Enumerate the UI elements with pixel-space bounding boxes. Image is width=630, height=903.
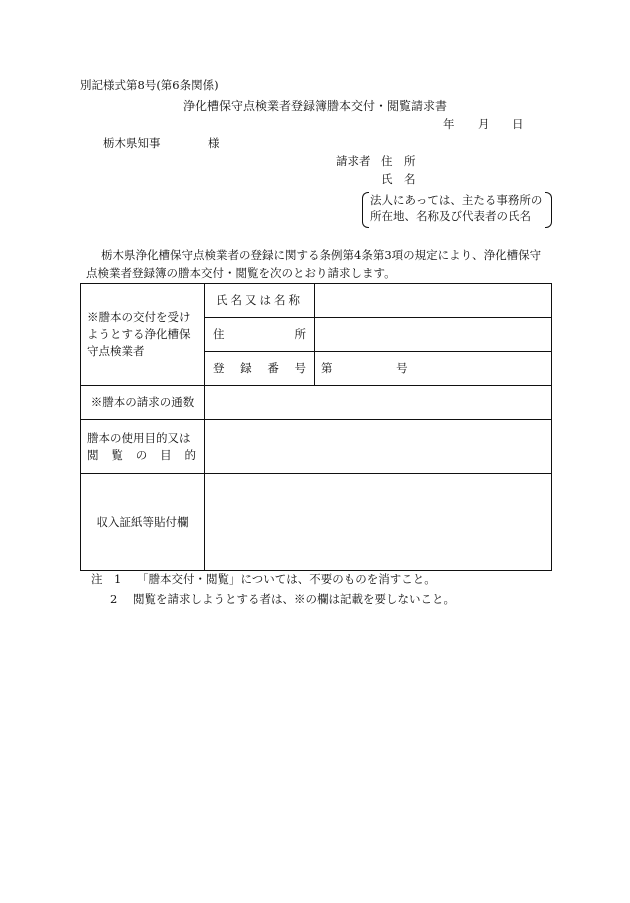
name-label-cell: 氏名又は名称 — [205, 284, 315, 318]
note-1 — [91, 574, 436, 586]
purpose-char-5: 的 — [184, 447, 196, 462]
note-1-text: 「謄本交付・閲覧」については、不要のものを消すこと。 — [136, 572, 436, 586]
note-2-prefix: 2 — [110, 592, 118, 606]
name-field[interactable] — [315, 284, 552, 318]
regno-char-2: 録 — [240, 361, 252, 376]
date-month-label: 月 — [478, 117, 490, 131]
request-form-table — [80, 283, 552, 571]
requester-label: 請求者 — [336, 154, 371, 168]
purpose-char-4: 目 — [160, 447, 172, 462]
table-row — [81, 284, 552, 318]
address-label-a: 住 — [213, 327, 225, 342]
purpose-label-line1: 謄本の使用目的又は — [87, 430, 191, 445]
stamp-label-cell: 収入証紙等貼付欄 — [81, 474, 205, 571]
corporate-note — [362, 192, 552, 228]
request-text-line1: 栃木県浄化槽保守点検業者の登録に関する条例第4条第3項の規定により、浄化槽保守 — [101, 248, 542, 262]
inspector-group-label: ※謄本の交付を受けようとする浄化槽保守点検業者 — [81, 284, 205, 386]
request-text-line2: 点検業者登録簿の謄本交付・閲覧を次のとおり請求します。 — [86, 266, 396, 280]
address-field[interactable] — [315, 318, 552, 352]
form-number-label: 別記様式第8号(第6条関係) — [80, 78, 219, 92]
regno-char-3: 番 — [267, 361, 279, 376]
table-row — [81, 420, 552, 474]
address-label-cell — [205, 318, 315, 352]
note-1-prefix: 注 1 — [91, 572, 122, 586]
address-label-b: 所 — [294, 327, 306, 342]
stamp-field[interactable] — [205, 474, 552, 571]
purpose-char-1: 閲 — [87, 447, 99, 462]
table-row — [81, 474, 552, 571]
date-day-label: 日 — [512, 117, 524, 131]
purpose-char-3: の — [135, 447, 148, 462]
document-title: 浄化槽保守点検業者登録簿謄本交付・閲覧請求書 — [182, 99, 447, 113]
addressee-honorific: 様 — [208, 136, 220, 150]
regno-prefix: 第 — [321, 361, 333, 376]
note-2 — [110, 594, 455, 606]
regno-suffix: 号 — [396, 361, 408, 376]
purpose-label-cell — [81, 420, 205, 474]
date-year-label: 年 — [443, 117, 455, 131]
regno-char-4: 号 — [294, 361, 306, 376]
right-bracket — [545, 192, 552, 228]
regno-field[interactable] — [315, 352, 552, 386]
corporate-note-line2: 所在地、名称及び代表者の氏名 — [370, 209, 531, 223]
addressee-name: 栃木県知事 — [103, 136, 161, 150]
copies-field[interactable] — [205, 386, 552, 420]
copies-label-cell: ※謄本の請求の通数 — [81, 386, 205, 420]
requester-address-label: 住 所 — [381, 154, 416, 168]
left-bracket — [362, 192, 369, 228]
table-row — [81, 386, 552, 420]
requester-name-label: 氏 名 — [381, 172, 416, 186]
regno-char-1: 登 — [213, 361, 225, 376]
purpose-char-2: 覧 — [111, 447, 123, 462]
note-2-text: 閲覧を請求しようとする者は、※の欄は記載を要しないこと。 — [132, 592, 455, 606]
purpose-field[interactable] — [205, 420, 552, 474]
corporate-note-line1: 法人にあっては、主たる事務所の — [370, 193, 543, 207]
regno-label-cell — [205, 352, 315, 386]
